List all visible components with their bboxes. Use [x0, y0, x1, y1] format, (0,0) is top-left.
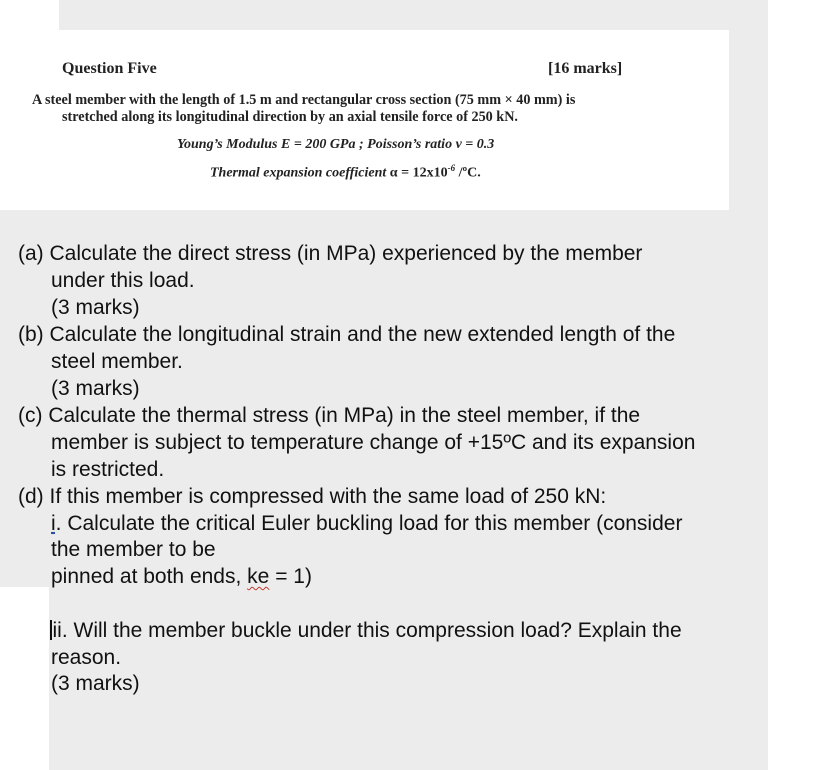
part-d-ii-text: ii. Will the member buckle under this compression load? Explain the	[52, 619, 682, 642]
question-intro-line1: A steel member with the length of 1.5 m and rectangular cross section (75 mm × 40 mm) is	[32, 92, 576, 108]
material-properties: Young’s Modulus E = 200 GPa ; Poisson’s ratio v = 0.3	[177, 137, 495, 152]
background-panel-right	[729, 0, 768, 230]
question-marks: [16 marks]	[548, 60, 623, 77]
part-b-line1: (b) Calculate the longitudinal strain and the new extended length of the	[18, 323, 676, 346]
part-c-line3: is restricted.	[51, 458, 165, 481]
part-d-marks: (3 marks)	[51, 672, 140, 695]
part-d-line1: (d) If this member is compressed with the same load of 250 kN:	[18, 485, 607, 508]
part-d-i-line3	[51, 563, 312, 590]
background-panel-top	[59, 0, 768, 30]
thermal-value: = 12x10	[397, 165, 448, 181]
ke-spellcheck-word: ke	[247, 565, 270, 588]
part-d-i-post: = 1)	[269, 565, 312, 588]
thermal-coefficient	[210, 163, 481, 182]
text-cursor	[50, 620, 52, 640]
thermal-exponent: -6	[447, 163, 456, 173]
alpha-symbol: α	[389, 165, 398, 181]
question-intro-line2: stretched along its longitudinal direction by an axial tensile force of 250 kN.	[62, 109, 518, 125]
part-d-i-numeral: i	[51, 512, 56, 535]
question-title: Question Five	[62, 60, 157, 77]
part-d-ii-line1	[50, 617, 682, 644]
thermal-label: Thermal expansion coefficient	[210, 165, 390, 181]
part-a-marks: (3 marks)	[51, 296, 140, 319]
thermal-unit: /ºC.	[455, 165, 481, 181]
part-d-ii-line2: reason.	[51, 646, 122, 669]
part-a-line1: (a) Calculate the direct stress (in MPa) experienced by the member	[18, 242, 643, 265]
part-c-line2: member is subject to temperature change of +15ºC and its expansion	[51, 431, 696, 454]
part-d-i-line2: the member to be	[51, 538, 216, 561]
part-d-i-text: . Calculate the critical Euler buckling load for this member (consider	[55, 512, 683, 535]
part-b-marks: (3 marks)	[51, 377, 140, 400]
part-c-line1: (c) Calculate the thermal stress (in MPa) in the steel member, if the	[18, 404, 641, 427]
part-d-i-line1	[51, 510, 682, 537]
part-b-line2: steel member.	[51, 350, 183, 373]
part-a-line2: under this load.	[51, 269, 195, 292]
background-panel-lower	[49, 587, 768, 770]
part-d-i-pre: pinned at both ends,	[51, 565, 248, 588]
